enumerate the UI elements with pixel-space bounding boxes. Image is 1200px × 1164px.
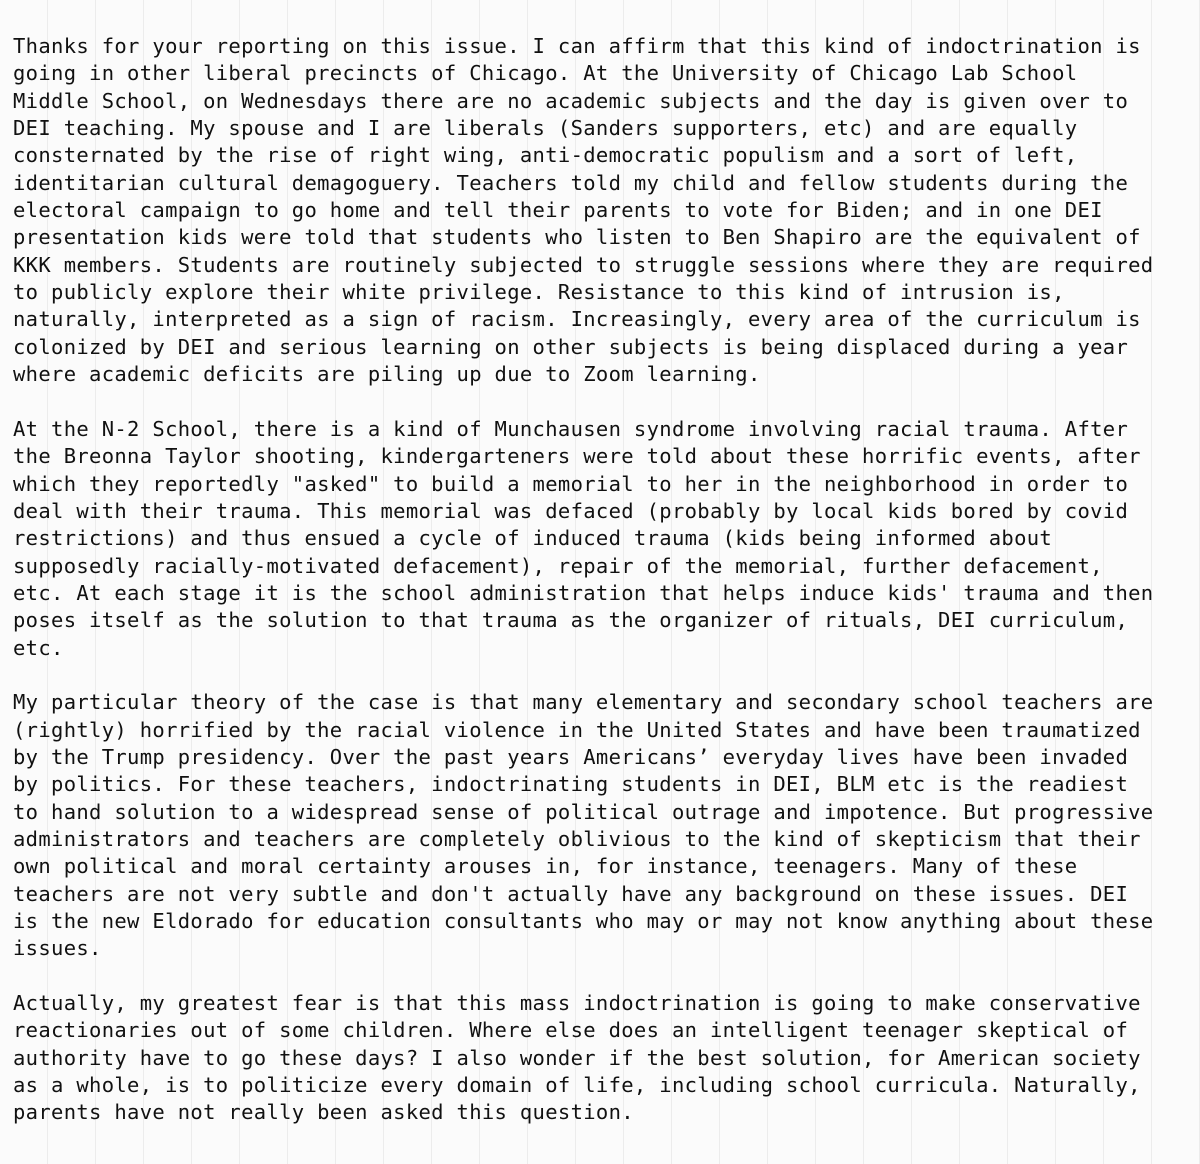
text-line: own political and moral certainty arouses in, for instance, teenagers. Many of these — [13, 854, 1078, 879]
text-line: consternated by the rise of right wing, anti-democratic populism and a sort of left, — [13, 143, 1078, 168]
text-line: reactionaries out of some children. Where else does an intelligent teenager skeptical of — [13, 1018, 1129, 1043]
text-line: authority have to go these days? I also wonder if the best solution, for American society — [13, 1045, 1141, 1070]
text-line: naturally, interpreted as a sign of racism. Increasingly, every area of the curriculum is — [13, 307, 1141, 332]
paragraph-3 — [13, 689, 1199, 962]
text-line: which they reportedly "asked" to build a memorial to her in the neighborhood in order to — [13, 471, 1129, 496]
text-line: etc. — [13, 635, 64, 660]
paragraph-4 — [13, 990, 1199, 1127]
text-line: as a whole, is to politicize every domain of life, including school curricula. Naturally, — [13, 1073, 1141, 1098]
text-line: deal with their trauma. This memorial was defaced (probably by local kids bored by covid — [13, 498, 1129, 523]
text-line: poses itself as the solution to that trauma as the organizer of rituals, DEI curriculum, — [13, 608, 1129, 633]
text-line: going in other liberal precincts of Chicago. At the University of Chicago Lab School — [13, 61, 1078, 86]
text-line: issues. — [13, 936, 102, 961]
text-line: KKK members. Students are routinely subjected to struggle sessions where they are required — [13, 252, 1154, 277]
text-line: to publicly explore their white privilege. Resistance to this kind of intrusion is, — [13, 280, 1065, 305]
text-line: DEI teaching. My spouse and I are liberals (Sanders supporters, etc) and are equally — [13, 116, 1078, 141]
text-line: My particular theory of the case is that many elementary and secondary school teachers are — [13, 690, 1154, 715]
text-line: At the N-2 School, there is a kind of Munchausen syndrome involving racial trauma. After — [13, 416, 1129, 441]
text-line: to hand solution to a widespread sense of political outrage and impotence. But progressive — [13, 799, 1154, 824]
document-body — [13, 33, 1199, 1127]
text-line: supposedly racially-motivated defacement), repair of the memorial, further defacement, — [13, 553, 1103, 578]
text-line: Middle School, on Wednesdays there are no academic subjects and the day is given over to — [13, 88, 1129, 113]
text-line: where academic deficits are piling up due to Zoom learning. — [13, 362, 761, 387]
text-line: administrators and teachers are completely oblivious to the kind of skepticism that their — [13, 826, 1141, 851]
text-line: teachers are not very subtle and don't actually have any background on these issues. DEI — [13, 881, 1129, 906]
text-line: restrictions) and thus ensued a cycle of induced trauma (kids being informed about — [13, 526, 1053, 551]
text-line: identitarian cultural demagoguery. Teachers told my child and fellow students during the — [13, 170, 1129, 195]
text-line: etc. At each stage it is the school administration that helps induce kids' trauma and then — [13, 580, 1154, 605]
text-line: by politics. For these teachers, indoctrinating students in DEI, BLM etc is the readiest — [13, 772, 1129, 797]
text-line: parents have not really been asked this question. — [13, 1100, 634, 1125]
text-line: electoral campaign to go home and tell their parents to vote for Biden; and in one DEI — [13, 198, 1103, 223]
text-line: colonized by DEI and serious learning on other subjects is being displaced during a year — [13, 334, 1129, 359]
text-line: by the Trump presidency. Over the past years Americans’ everyday lives have been invaded — [13, 744, 1129, 769]
paragraph-1 — [13, 33, 1199, 388]
text-line: Thanks for your reporting on this issue. I can affirm that this kind of indoctrination is — [13, 34, 1141, 58]
text-line: (rightly) horrified by the racial violence in the United States and have been traumatized — [13, 717, 1141, 742]
text-line: presentation kids were told that students who listen to Ben Shapiro are the equivalent of — [13, 225, 1141, 250]
text-line: Actually, my greatest fear is that this mass indoctrination is going to make conservative — [13, 991, 1141, 1016]
text-line: is the new Eldorado for education consultants who may or may not know anything about these — [13, 909, 1154, 933]
paragraph-2 — [13, 416, 1199, 662]
text-line: the Breonna Taylor shooting, kindergarteners were told about these horrific events, after — [13, 444, 1141, 469]
